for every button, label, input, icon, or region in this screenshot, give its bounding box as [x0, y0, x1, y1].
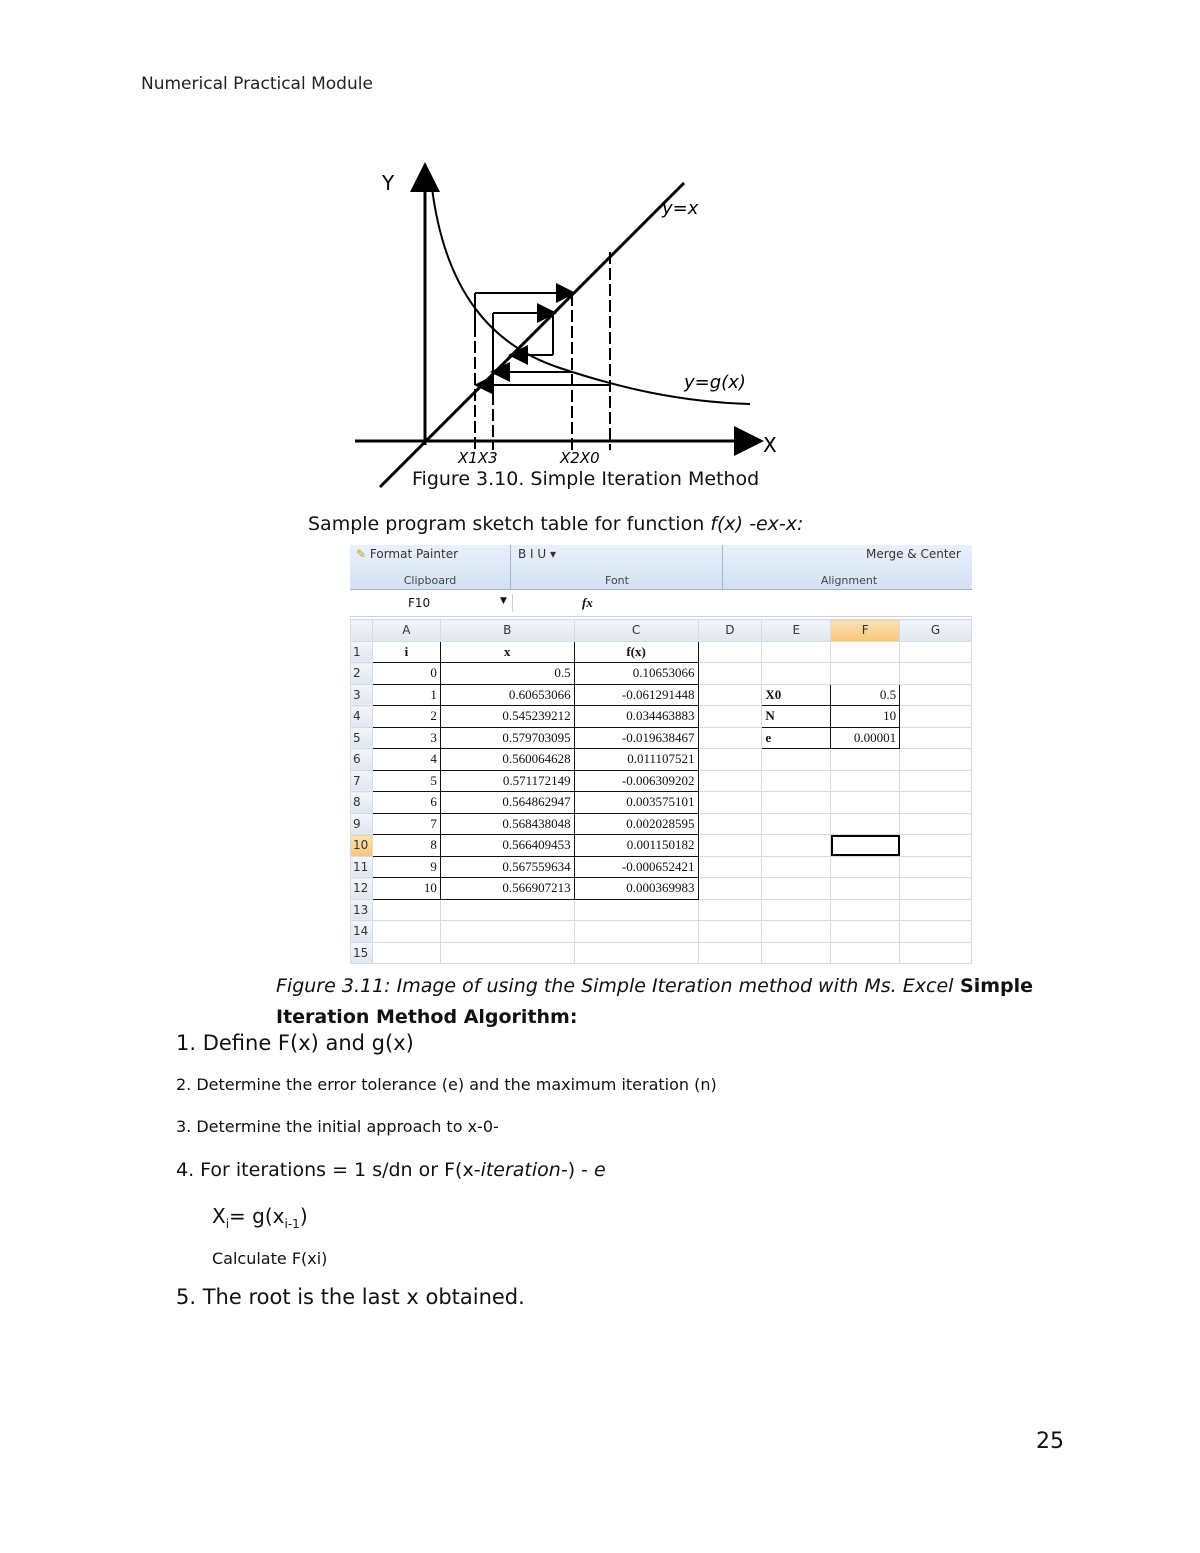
cell[interactable]: [574, 921, 698, 943]
ribbon-group-clipboard: [350, 545, 511, 589]
cell[interactable]: [762, 921, 831, 943]
step-4-italic: iteration-: [480, 1159, 568, 1181]
name-box[interactable]: [352, 594, 513, 612]
row-header[interactable]: 9: [351, 813, 373, 835]
step-1: 1. Define F(x) and g(x): [176, 1031, 414, 1055]
figure-caption-311-italic: Figure 3.11: Image of using the Simple Iteration method with Ms. Excel: [276, 975, 954, 997]
cell[interactable]: [574, 942, 698, 964]
formula-mid: = g(x: [229, 1204, 285, 1228]
table-row: [351, 663, 972, 685]
cell[interactable]: [698, 749, 762, 771]
formula-bar: [350, 592, 972, 617]
row-header[interactable]: 2: [351, 663, 373, 685]
clipboard-label: Clipboard: [403, 574, 457, 587]
cell[interactable]: [831, 942, 900, 964]
cell-x[interactable]: 0.60653066: [440, 684, 574, 706]
spreadsheet-grid: [350, 619, 972, 964]
step-4-e: e: [594, 1159, 606, 1181]
cell[interactable]: [762, 663, 831, 685]
merge-center-button[interactable]: Merge & Center: [866, 547, 961, 561]
cell-header-i[interactable]: i: [372, 641, 440, 663]
cell[interactable]: [831, 663, 900, 685]
name-box-value: F10: [408, 596, 431, 610]
active-cell-f10[interactable]: [831, 835, 900, 857]
cell[interactable]: [698, 921, 762, 943]
col-header-f[interactable]: F: [831, 620, 900, 642]
cell[interactable]: [762, 770, 831, 792]
cell[interactable]: [762, 813, 831, 835]
iteration-formula: [212, 1204, 308, 1231]
cell[interactable]: [900, 749, 972, 771]
col-header-e[interactable]: E: [762, 620, 831, 642]
cell-fx[interactable]: -0.019638467: [574, 727, 698, 749]
fx-icon[interactable]: fx: [582, 595, 593, 610]
cell[interactable]: [900, 641, 972, 663]
formula-end: ): [299, 1204, 308, 1228]
cell[interactable]: [900, 813, 972, 835]
row-header[interactable]: 1: [351, 641, 373, 663]
ribbon-group-font: [512, 545, 723, 589]
cell[interactable]: [762, 792, 831, 814]
page-number: 25: [1036, 1429, 1064, 1454]
cell[interactable]: [831, 899, 900, 921]
row-header[interactable]: 8: [351, 792, 373, 814]
cell-fx[interactable]: 0.011107521: [574, 749, 698, 771]
font-label: Font: [605, 574, 629, 587]
cell-x[interactable]: 0.5: [440, 663, 574, 685]
step-4-prefix: 4. For iterations = 1 s/dn or F(x-: [176, 1159, 481, 1181]
cell[interactable]: [762, 878, 831, 900]
intro-label: Sample program sketch table for function: [308, 513, 711, 535]
figure-caption-311: [276, 971, 1036, 1033]
excel-screenshot: [350, 545, 972, 965]
cell[interactable]: [900, 921, 972, 943]
col-header-d[interactable]: D: [698, 620, 762, 642]
row-header[interactable]: 11: [351, 856, 373, 878]
cell[interactable]: [440, 899, 574, 921]
row-header[interactable]: 7: [351, 770, 373, 792]
cell-x[interactable]: 0.571172149: [440, 770, 574, 792]
brush-icon: ✎: [356, 547, 367, 561]
formula-sub-i: i: [225, 1217, 230, 1231]
cell[interactable]: [698, 641, 762, 663]
excel-ribbon: [350, 545, 972, 590]
cell-fx[interactable]: 0.10653066: [574, 663, 698, 685]
cell-x[interactable]: 0.566409453: [440, 835, 574, 857]
row-header[interactable]: 6: [351, 749, 373, 771]
line-label: y=x: [662, 198, 699, 219]
cell-fx[interactable]: 0.000369983: [574, 878, 698, 900]
step-4-suffix: ) -: [567, 1159, 588, 1181]
cell[interactable]: [762, 641, 831, 663]
row-header[interactable]: 13: [351, 899, 373, 921]
table-row: [351, 835, 972, 857]
cell[interactable]: [698, 835, 762, 857]
cell-i[interactable]: 3: [372, 727, 440, 749]
table-row: [351, 684, 972, 706]
cell[interactable]: [831, 856, 900, 878]
cell-x[interactable]: 0.564862947: [440, 792, 574, 814]
cell[interactable]: [762, 942, 831, 964]
cell[interactable]: [900, 942, 972, 964]
cell[interactable]: [900, 684, 972, 706]
cell[interactable]: [698, 813, 762, 835]
cell[interactable]: [900, 727, 972, 749]
cell[interactable]: [900, 706, 972, 728]
cell[interactable]: [440, 921, 574, 943]
cell-x[interactable]: 0.579703095: [440, 727, 574, 749]
table-row: [351, 770, 972, 792]
cell[interactable]: [900, 663, 972, 685]
param-value-e[interactable]: 0.00001: [831, 727, 900, 749]
cell[interactable]: [440, 942, 574, 964]
intro-formula: f(x) -ex-x:: [710, 513, 804, 535]
cell[interactable]: [372, 921, 440, 943]
row-header[interactable]: 12: [351, 878, 373, 900]
cell[interactable]: [900, 770, 972, 792]
cell-i[interactable]: 5: [372, 770, 440, 792]
step-2: 2. Determine the error tolerance (e) and the maximum iteration (n): [176, 1075, 717, 1094]
alignment-label: Alignment: [820, 574, 878, 587]
cell[interactable]: [698, 684, 762, 706]
cell[interactable]: [574, 899, 698, 921]
formula-x: X: [212, 1204, 226, 1228]
cell[interactable]: [831, 770, 900, 792]
col-header-b[interactable]: B: [440, 620, 574, 642]
cell[interactable]: [698, 878, 762, 900]
col-header-g[interactable]: G: [900, 620, 972, 642]
cell-header-fx[interactable]: f(x): [574, 641, 698, 663]
step-3: 3. Determine the initial approach to x-0-: [176, 1117, 499, 1136]
ribbon-group-alignment: [726, 545, 972, 589]
format-painter-button[interactable]: ✎ Format Painter: [356, 547, 459, 561]
cell-fx[interactable]: 0.003575101: [574, 792, 698, 814]
y-axis-label: Y: [382, 171, 395, 195]
cell[interactable]: [831, 878, 900, 900]
cell-i[interactable]: 8: [372, 835, 440, 857]
cell-i[interactable]: 4: [372, 749, 440, 771]
table-row: [351, 899, 972, 921]
param-value-n[interactable]: 10: [831, 706, 900, 728]
cell-i[interactable]: 1: [372, 684, 440, 706]
cell-fx[interactable]: 0.001150182: [574, 835, 698, 857]
column-header-row: [351, 620, 972, 642]
row-header[interactable]: 10: [351, 835, 373, 857]
param-label-n[interactable]: N: [762, 706, 831, 728]
cell[interactable]: [831, 641, 900, 663]
cell-fx[interactable]: 0.034463883: [574, 706, 698, 728]
cell-header-x[interactable]: x: [440, 641, 574, 663]
step-4: [176, 1159, 606, 1181]
algorithm-heading: Simple Iteration Method Algorithm:: [276, 975, 1034, 1028]
cell-x[interactable]: 0.560064628: [440, 749, 574, 771]
row-header[interactable]: 15: [351, 942, 373, 964]
tick-label-x1x3: X1X3: [458, 449, 498, 467]
cell[interactable]: [900, 856, 972, 878]
chevron-down-icon[interactable]: ▼: [500, 596, 507, 606]
table-row: [351, 813, 972, 835]
cell-i[interactable]: 9: [372, 856, 440, 878]
cell[interactable]: [698, 770, 762, 792]
cell[interactable]: [762, 835, 831, 857]
table-row: [351, 641, 972, 663]
cell-x[interactable]: 0.568438048: [440, 813, 574, 835]
table-row: [351, 749, 972, 771]
cell[interactable]: [372, 942, 440, 964]
cell[interactable]: [831, 792, 900, 814]
cell[interactable]: [900, 899, 972, 921]
cell-fx[interactable]: -0.006309202: [574, 770, 698, 792]
select-all-corner[interactable]: [351, 620, 373, 642]
table-row: [351, 792, 972, 814]
cell[interactable]: [762, 856, 831, 878]
cell[interactable]: [698, 727, 762, 749]
cell[interactable]: [372, 899, 440, 921]
cell[interactable]: [698, 663, 762, 685]
table-row: [351, 921, 972, 943]
curve-label: y=g(x): [684, 372, 746, 393]
row-header[interactable]: 4: [351, 706, 373, 728]
param-label-x0[interactable]: X0: [762, 684, 831, 706]
cell[interactable]: [900, 878, 972, 900]
cell-i[interactable]: 10: [372, 878, 440, 900]
param-label-e[interactable]: e: [762, 727, 831, 749]
step-4-calculate: Calculate F(xi): [212, 1249, 328, 1268]
simple-iteration-diagram: [350, 160, 800, 500]
col-header-c[interactable]: C: [574, 620, 698, 642]
row-header[interactable]: 14: [351, 921, 373, 943]
cell[interactable]: [762, 749, 831, 771]
cell-x[interactable]: 0.545239212: [440, 706, 574, 728]
cell-fx[interactable]: -0.000652421: [574, 856, 698, 878]
intro-text: [308, 513, 803, 535]
table-row: [351, 727, 972, 749]
table-row: [351, 856, 972, 878]
x-axis-label: X: [763, 433, 777, 457]
cell[interactable]: [831, 749, 900, 771]
cell[interactable]: [900, 835, 972, 857]
running-header: Numerical Practical Module: [141, 74, 373, 94]
cell-fx[interactable]: -0.061291448: [574, 684, 698, 706]
cell-i[interactable]: 7: [372, 813, 440, 835]
param-value-x0[interactable]: 0.5: [831, 684, 900, 706]
cell[interactable]: [762, 899, 831, 921]
formula-sub-i-minus-1: i-1: [284, 1217, 300, 1231]
table-row: [351, 942, 972, 964]
cell-i[interactable]: 0: [372, 663, 440, 685]
cell[interactable]: [698, 706, 762, 728]
figure-caption-310: Figure 3.10. Simple Iteration Method: [412, 468, 760, 490]
font-format-buttons[interactable]: B I U ▾: [518, 547, 557, 561]
row-header[interactable]: 3: [351, 684, 373, 706]
tick-label-x2x0: X2X0: [560, 449, 600, 467]
cell-i[interactable]: 2: [372, 706, 440, 728]
col-header-a[interactable]: A: [372, 620, 440, 642]
step-5: 5. The root is the last x obtained.: [176, 1285, 525, 1309]
cell[interactable]: [831, 921, 900, 943]
cell-x[interactable]: 0.567559634: [440, 856, 574, 878]
cell[interactable]: [831, 813, 900, 835]
cell[interactable]: [698, 856, 762, 878]
cell-fx[interactable]: 0.002028595: [574, 813, 698, 835]
cell-x[interactable]: 0.566907213: [440, 878, 574, 900]
cell[interactable]: [900, 792, 972, 814]
table-row: [351, 878, 972, 900]
cell[interactable]: [698, 792, 762, 814]
cell[interactable]: [698, 942, 762, 964]
cell[interactable]: [698, 899, 762, 921]
cell-i[interactable]: 6: [372, 792, 440, 814]
table-row: [351, 706, 972, 728]
row-header[interactable]: 5: [351, 727, 373, 749]
